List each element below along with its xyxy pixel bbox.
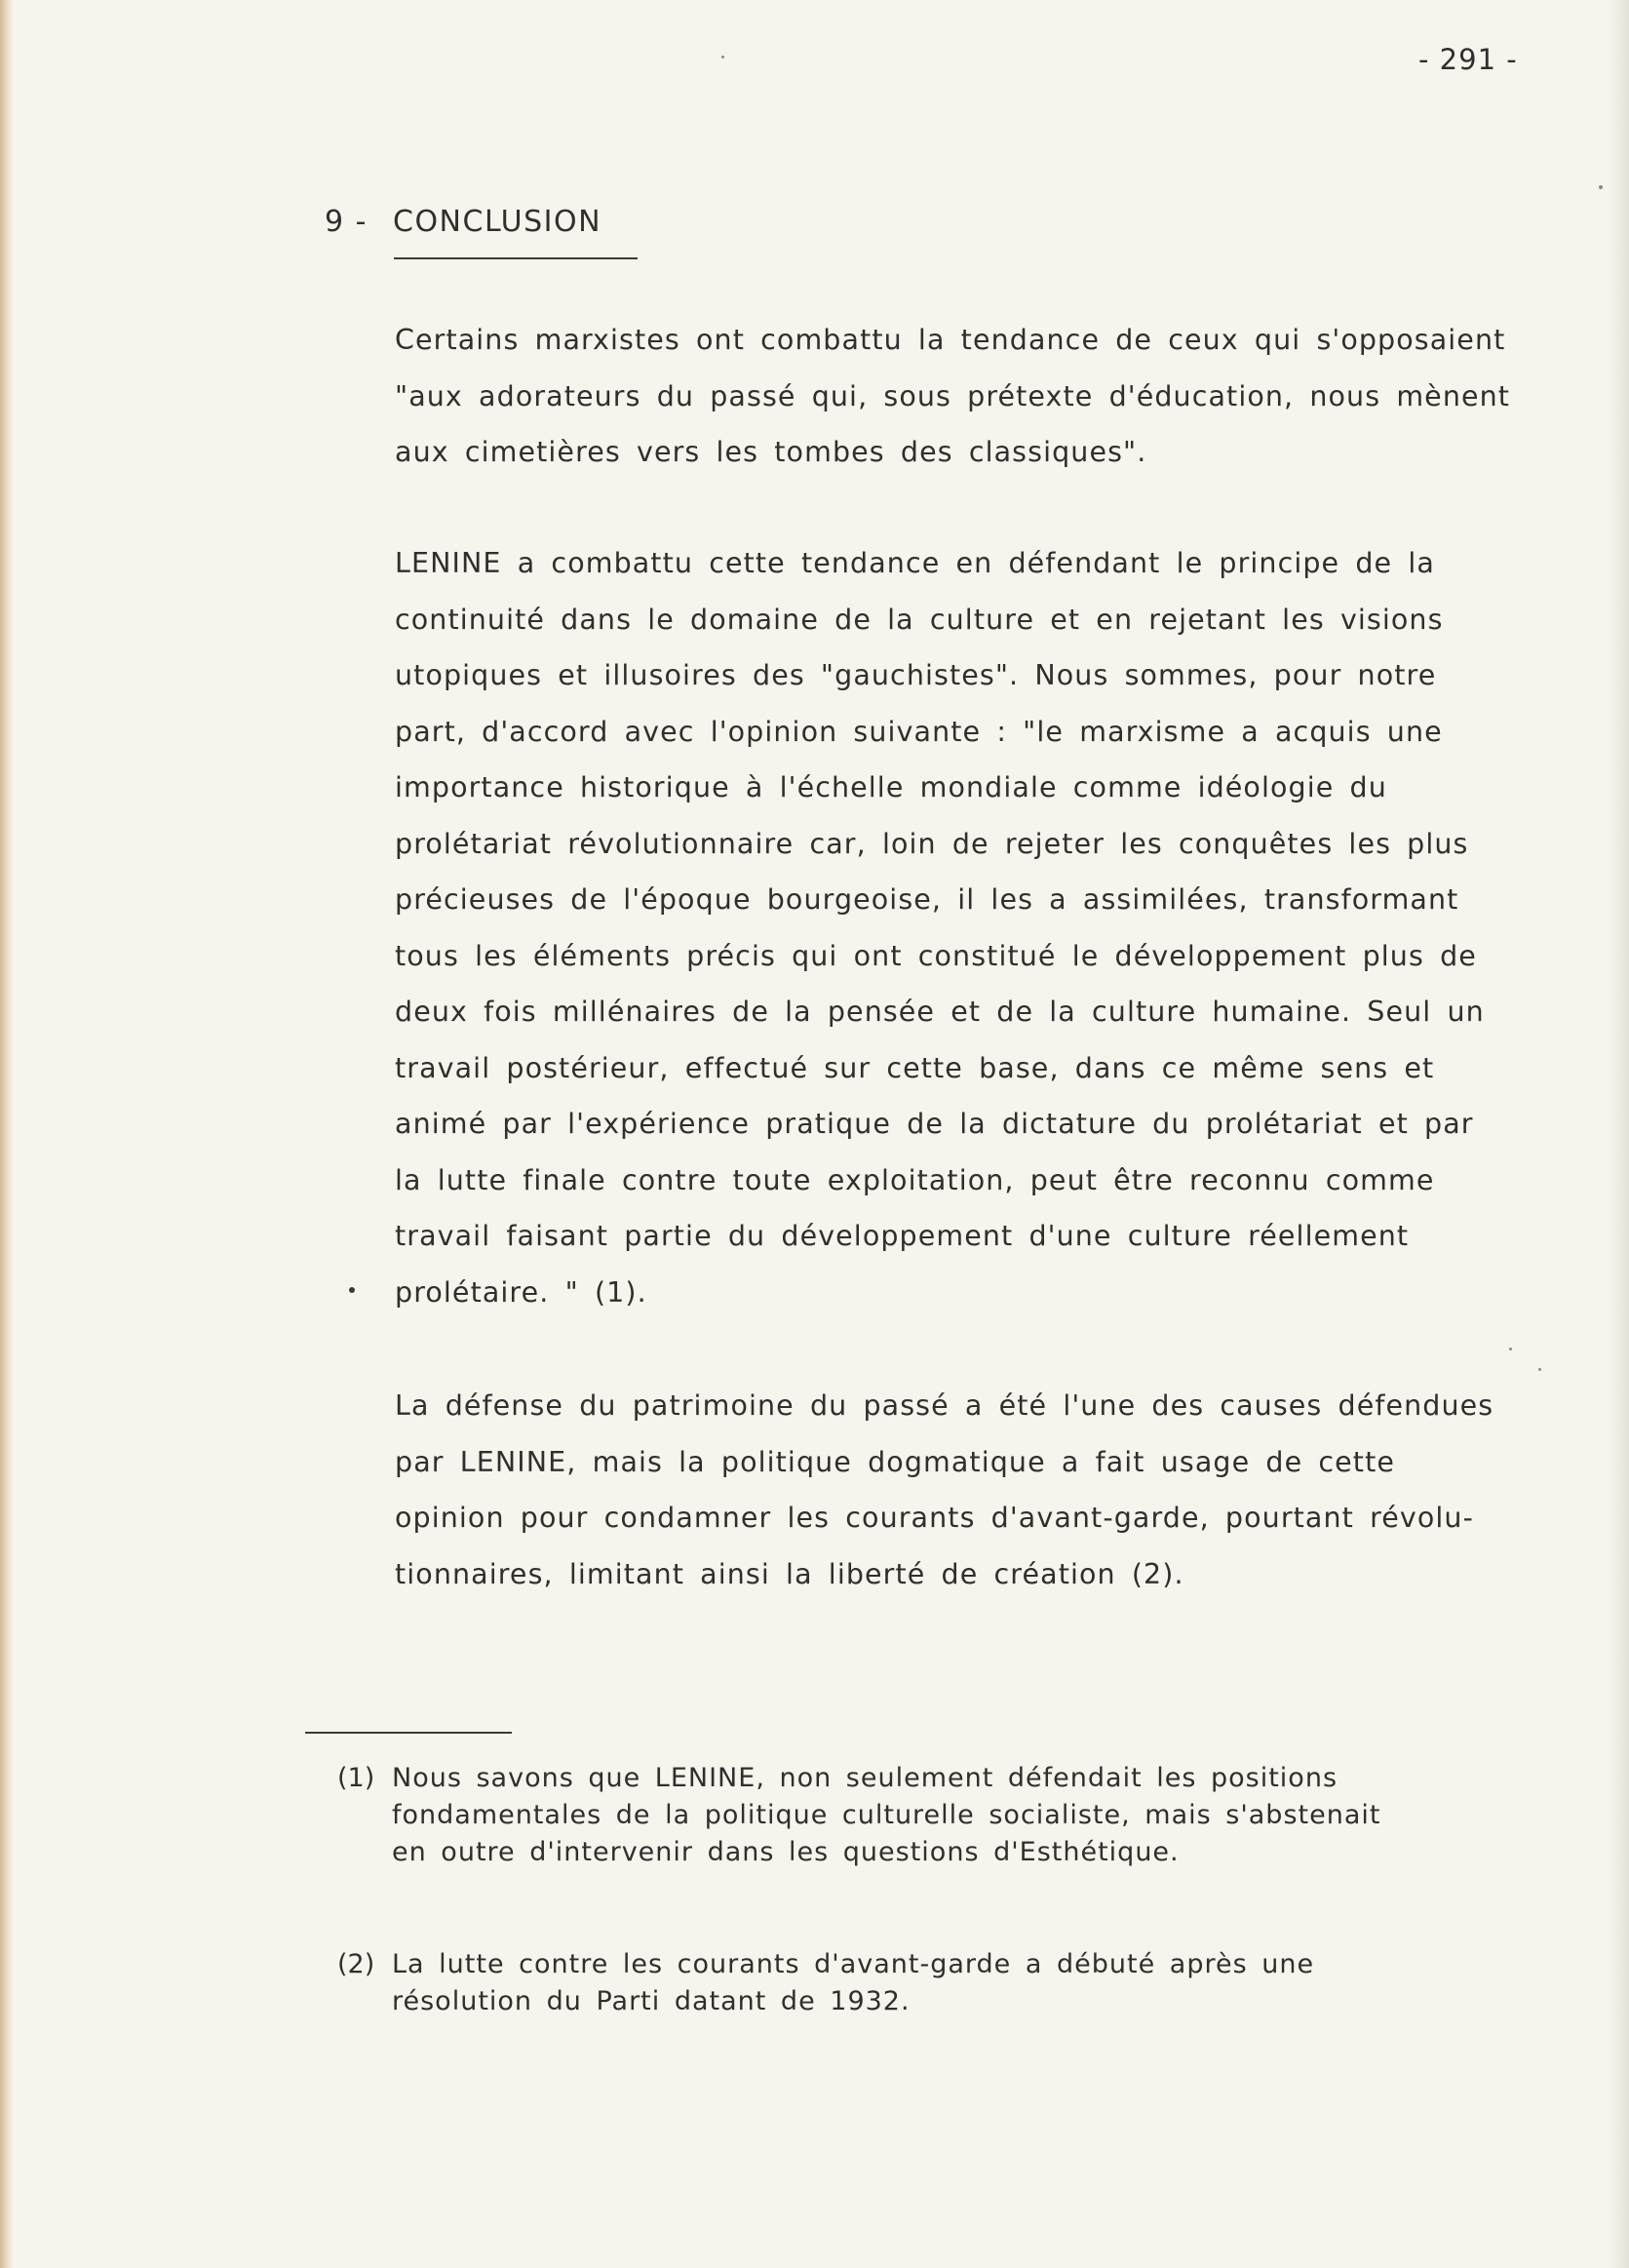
footnote-line: fondamentales de la politique culturelle socialiste, mais s'abstenait: [392, 1800, 1381, 1830]
paragraph-line: Certains marxistes ont combattu la tendance de ceux qui s'opposaient: [395, 324, 1506, 356]
paragraph-line: LENINE a combattu cette tendance en défendant le principe de la: [395, 547, 1435, 579]
paragraph-line: continuité dans le domaine de la culture et en rejetant les visions: [395, 603, 1444, 636]
paragraph-line: tous les éléments précis qui ont constitué le développement plus de: [395, 939, 1477, 972]
footnote-line: en outre d'intervenir dans les questions d'Esthétique.: [392, 1837, 1180, 1867]
footnote-marker: (2): [337, 1949, 375, 1979]
paragraph-line: la lutte finale contre toute exploitation, peut être reconnu comme: [395, 1163, 1435, 1196]
footnote-line: La lutte contre les courants d'avant-garde a débuté après une: [392, 1949, 1315, 1979]
page-binding-edge: [0, 0, 14, 2268]
paragraph-line: prolétaire. " (1).: [395, 1275, 647, 1309]
footnote-separator: [305, 1732, 512, 1734]
footnote-line: résolution du Parti datant de 1932.: [392, 1986, 911, 2016]
margin-dot: [349, 1287, 355, 1293]
paragraph-line: animé par l'expérience pratique de la dictature du prolétariat et par: [395, 1108, 1474, 1140]
paragraph-line: précieuses de l'époque bourgeoise, il les a assimilées, transformant: [395, 883, 1459, 916]
footnote-text: [392, 1946, 1314, 2020]
paragraph-line: "aux adorateurs du passé qui, sous prétexte d'éducation, nous mènent: [395, 379, 1511, 412]
paragraph-line: par LENINE, mais la politique dogmatique a fait usage de cette: [395, 1445, 1395, 1478]
section-title: CONCLUSION: [393, 205, 602, 239]
paragraph-line: aux cimetières vers les tombes des classiques".: [395, 436, 1147, 468]
paragraph-line: travail postérieur, effectué sur cette base, dans ce même sens et: [395, 1051, 1435, 1084]
paragraph-1: [395, 312, 1574, 481]
page-number: - 291 -: [1418, 43, 1518, 76]
paragraph-line: tionnaires, limitant ainsi la liberté de création (2).: [395, 1557, 1184, 1590]
page-right-edge: [1608, 0, 1629, 2268]
paragraph-line: travail faisant partie du développement d'une culture réellement: [395, 1220, 1410, 1252]
paragraph-line: opinion pour condamner les courants d'avant-garde, pourtant révolu-: [395, 1502, 1474, 1534]
section-number: 9 -: [325, 205, 368, 239]
section-heading: [325, 205, 601, 239]
paragraph-line: importance historique à l'échelle mondiale comme idéologie du: [395, 771, 1387, 803]
paragraph-line: utopiques et illusoires des "gauchistes". Nous sommes, pour notre: [395, 659, 1437, 691]
paragraph-line: prolétariat révolutionnaire car, loin de rejeter les conquêtes les plus: [395, 827, 1469, 860]
footnote-marker: (1): [337, 1763, 375, 1793]
footnote-text: [392, 1760, 1380, 1871]
footnote-line: Nous savons que LENINE, non seulement défendait les positions: [392, 1763, 1338, 1793]
paragraph-3: [395, 1378, 1574, 1602]
paper-speck: [1509, 1348, 1512, 1350]
paragraph-2: [395, 535, 1574, 1320]
paragraph-line: part, d'accord avec l'opinion suivante : "le marxisme a acquis une: [395, 715, 1443, 748]
paper-speck: [1599, 185, 1603, 189]
paragraph-line: deux fois millénaires de la pensée et de la culture humaine. Seul un: [395, 996, 1485, 1028]
paper-speck: [1538, 1368, 1541, 1371]
paper-speck: [721, 56, 724, 59]
heading-underline: [394, 257, 638, 259]
paragraph-line: La défense du patrimoine du passé a été l'une des causes défendues: [395, 1389, 1494, 1422]
